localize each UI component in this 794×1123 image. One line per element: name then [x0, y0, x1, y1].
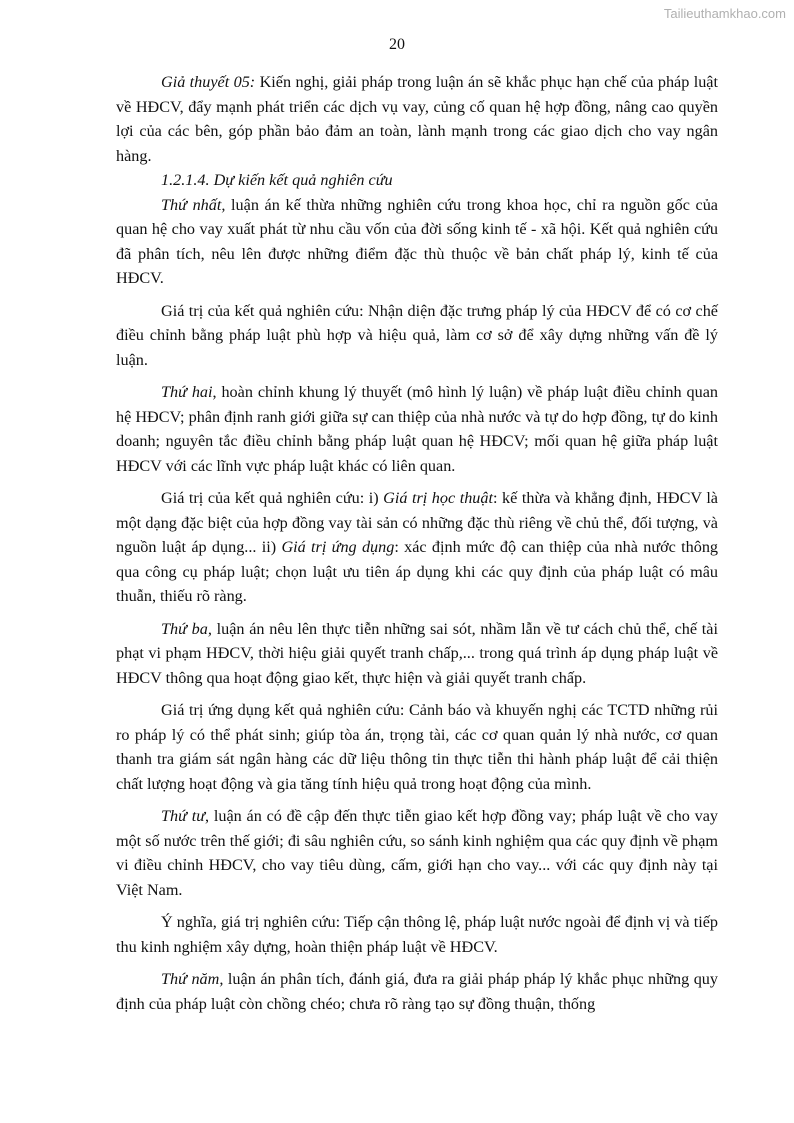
page-number: 20 [389, 36, 405, 53]
paragraph-fifth [116, 967, 718, 1016]
paragraph-text: : kế thừa và khẳng định, HĐCV là một dạng đặc biệt của hợp đồng vay tài sản có những đặc thù riêng về chủ thể, đối tượng, và nguồn luật áp dụng... ii) [116, 489, 718, 556]
emphasis-applied-value: Giá trị ứng dụng [281, 538, 395, 556]
paragraph-second [116, 380, 718, 478]
paragraph-text: , luận án có đề cập đến thực tiễn giao kết hợp đồng vay; pháp luật về cho vay một số nước trên thế giới; đi sâu nghiên cứu, so sánh kinh nghiệm qua các quy định về phạm vi điều chỉnh HĐCV, cho vay tiêu dùng, cấm, giới hạn cho vay... với các quy định này tại Việt Nam. [116, 807, 718, 899]
emphasis-academic-value: Giá trị học thuật [383, 489, 493, 507]
paragraph-lead: Thứ năm, [161, 970, 224, 988]
paragraph-text: Kiến nghị, giải pháp trong luận án sẽ khắc phục hạn chế của pháp luật về HĐCV, đẩy mạnh phát triển các dịch vụ vay, củng cố quan hệ hợp đồng, nâng cao quyền lợi của các bên, góp phần bảo đảm an toàn, lành mạnh trong các giao dịch cho vay ngân hàng. [116, 73, 718, 165]
paragraph-text: luận án nêu lên thực tiễn những sai sót, nhầm lẫn về tư cách chủ thể, chế tài phạt vi phạm HĐCV, thời hiệu giải quyết tranh chấp,... trong quá trình áp dụng pháp luật về HĐCV thông qua hoạt động giao kết, thực hiện và giải quyết tranh chấp. [116, 619, 718, 687]
paragraph-text: : xác định mức độ can thiệp của nhà nước thông qua công cụ pháp luật; chọn luật ưu tiên áp dụng khi các quy định của pháp luật có mâu thuẫn, thiếu rõ ràng. [116, 538, 719, 605]
paragraph-lead: Thứ hai [161, 383, 213, 401]
paragraph-value-first: Giá trị của kết quả nghiên cứu: Nhận diện đặc trưng pháp lý của HĐCV để có cơ chế điều chỉnh bằng pháp luật phù hợp và hiệu quả, làm cơ sở để xây dựng những vấn đề lý luận. [116, 301, 718, 369]
watermark: Tailieuthamkhao.com [663, 6, 786, 21]
paragraph-text: Giá trị của kết quả nghiên cứu: i) [161, 489, 384, 507]
paragraph-lead: Thứ tư [161, 807, 206, 825]
paragraph-text: luận án phân tích, đánh giá, đưa ra giải pháp pháp lý khắc phục những quy định của pháp luật còn chồng chéo; chưa rõ ràng tạo sự đồng thuận, thống [116, 970, 718, 1013]
paragraph-hypothesis-05 [116, 70, 718, 168]
paragraph-lead: Thứ ba, [161, 619, 212, 638]
paragraph-value-second [116, 486, 718, 609]
paragraph-lead: Thứ nhất, [161, 195, 226, 214]
paragraph-first [116, 193, 718, 291]
body-text [116, 70, 718, 1016]
paragraph-text: , hoàn chỉnh khung lý thuyết (mô hình lý luận) về pháp luật điều chỉnh quan hệ HĐCV; phân định ranh giới giữa sự can thiệp của nhà nước và tự do hợp đồng, tự do kinh doanh; nguyên tắc điều chỉnh bằng pháp luật quan hệ HĐCV; mối quan hệ giữa pháp luật HĐCV với các lĩnh vực pháp luật khác có liên quan. [116, 383, 718, 475]
paragraph-third [116, 617, 718, 691]
paragraph-fourth [116, 804, 718, 902]
section-heading: 1.2.1.4. Dự kiến kết quả nghiên cứu [161, 171, 393, 189]
paragraph-lead: Giả thuyết 05: [161, 73, 256, 91]
paragraph-value-third: Giá trị ứng dụng kết quả nghiên cứu: Cảnh báo và khuyến nghị các TCTD những rủi ro pháp lý có thể phát sinh; giúp tòa án, trọng tài, các cơ quan quản lý nhà nước, cơ quan thanh tra giám sát ngân hàng các dữ liệu thông tin thực tiễn thi hành pháp luật để cải thiện chất lượng hoạt động và gia tăng tính hiệu quả trong hoạt động của mình. [116, 701, 718, 793]
paragraph-value-fourth: Ý nghĩa, giá trị nghiên cứu: Tiếp cận thông lệ, pháp luật nước ngoài để định vị và tiếp thu kinh nghiệm xây dựng, hoàn thiện pháp luật về HĐCV. [116, 913, 718, 956]
paragraph-text: luận án kế thừa những nghiên cứu trong khoa học, chỉ ra nguồn gốc của quan hệ cho vay xuất phát từ nhu cầu vốn của đời sống kinh tế - xã hội. Kết quả nghiên cứu đã phân tích, nêu lên được những điểm đặc thù thuộc về bản chất pháp lý, kinh tế của HĐCV. [116, 195, 718, 287]
